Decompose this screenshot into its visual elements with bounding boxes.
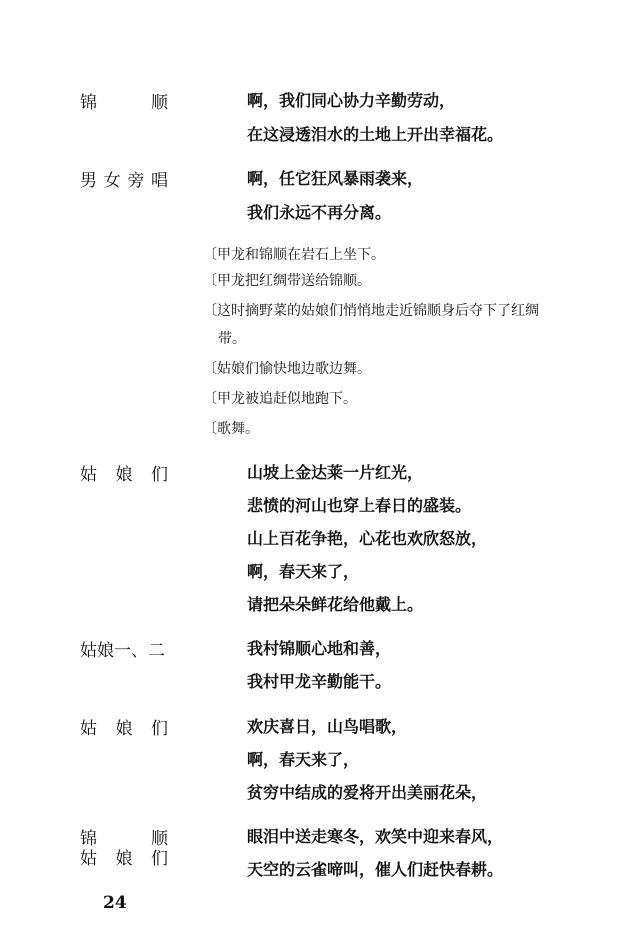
lyric-line: 欢庆喜日，山鸟唱歌， bbox=[247, 717, 408, 736]
speaker-char: 锦 bbox=[80, 93, 97, 113]
speaker-chorus bbox=[80, 166, 175, 191]
speaker-girls-one-two bbox=[80, 636, 175, 661]
speaker-char: 娘 bbox=[115, 849, 133, 869]
stage-direction: 〔甲龙被追赶似地跑下。 bbox=[203, 391, 357, 407]
stage-direction: 〔甲龙和锦顺在岩石上坐下。 bbox=[203, 247, 385, 263]
speaker-char: 旁 bbox=[127, 171, 145, 191]
lyric-line: 悲愤的河山也穿上春日的盛装。 bbox=[247, 496, 472, 515]
page-number: 24 bbox=[103, 893, 127, 913]
speaker-char: 们 bbox=[151, 465, 168, 485]
speaker-girls-2 bbox=[80, 844, 175, 869]
speaker-char: 顺 bbox=[151, 93, 168, 113]
stage-direction: 〔歌舞。 bbox=[203, 421, 259, 437]
stage-direction: 带。 bbox=[218, 331, 246, 347]
lyric-line: 天空的云雀啼叫，催人们赶快春耕。 bbox=[247, 860, 504, 879]
lyric-line: 山坡上金达莱一片红光， bbox=[247, 463, 424, 482]
speaker-char: 锦 bbox=[80, 829, 97, 849]
lyric-line: 我村甲龙辛勤能干。 bbox=[247, 672, 392, 691]
lyric-line: 贫穷中结成的爱将开出美丽花朵， bbox=[247, 783, 488, 802]
speaker-girls bbox=[80, 460, 175, 485]
speaker-girls bbox=[80, 714, 175, 739]
lyric-line: 啊，春天来了， bbox=[247, 750, 360, 769]
lyric-line: 眼泪中送走寒冬，欢笑中迎来春风， bbox=[247, 827, 504, 846]
lyric-line: 请把朵朵鲜花给他戴上。 bbox=[247, 595, 424, 614]
speaker-char: 们 bbox=[151, 719, 168, 739]
stage-direction: 〔姑娘们愉快地边歌边舞。 bbox=[203, 361, 371, 377]
stage-direction: 〔这时摘野菜的姑娘们悄悄地走近锦顺身后夺下了红绸 bbox=[203, 303, 539, 319]
speaker-label: 姑娘一、二 bbox=[80, 641, 165, 661]
speaker-char: 姑 bbox=[80, 465, 97, 485]
lyric-line: 山上百花争艳，心花也欢欣怒放， bbox=[247, 529, 488, 548]
lyric-line: 我村锦顺心地和善， bbox=[247, 639, 392, 658]
speaker-char: 顺 bbox=[151, 829, 168, 849]
lyric-line: 啊，我们同心协力辛勤劳动， bbox=[247, 91, 456, 110]
speaker-char: 们 bbox=[151, 849, 168, 869]
speaker-jinshun-1 bbox=[80, 88, 175, 113]
lyric-line: 我们永远不再分离。 bbox=[247, 203, 392, 222]
speaker-char: 女 bbox=[103, 171, 121, 191]
speaker-char: 姑 bbox=[80, 719, 97, 739]
speaker-char: 男 bbox=[80, 171, 97, 191]
lyric-line: 啊，任它狂风暴雨袭来， bbox=[247, 169, 424, 188]
speaker-char: 娘 bbox=[115, 719, 133, 739]
lyric-line: 在这浸透泪水的土地上开出幸福花。 bbox=[247, 125, 504, 144]
speaker-char: 姑 bbox=[80, 849, 97, 869]
speaker-char: 娘 bbox=[115, 465, 133, 485]
stage-direction: 〔甲龙把红绸带送给锦顺。 bbox=[203, 273, 371, 289]
lyric-line: 啊，春天来了， bbox=[247, 562, 360, 581]
speaker-char: 唱 bbox=[150, 171, 168, 191]
